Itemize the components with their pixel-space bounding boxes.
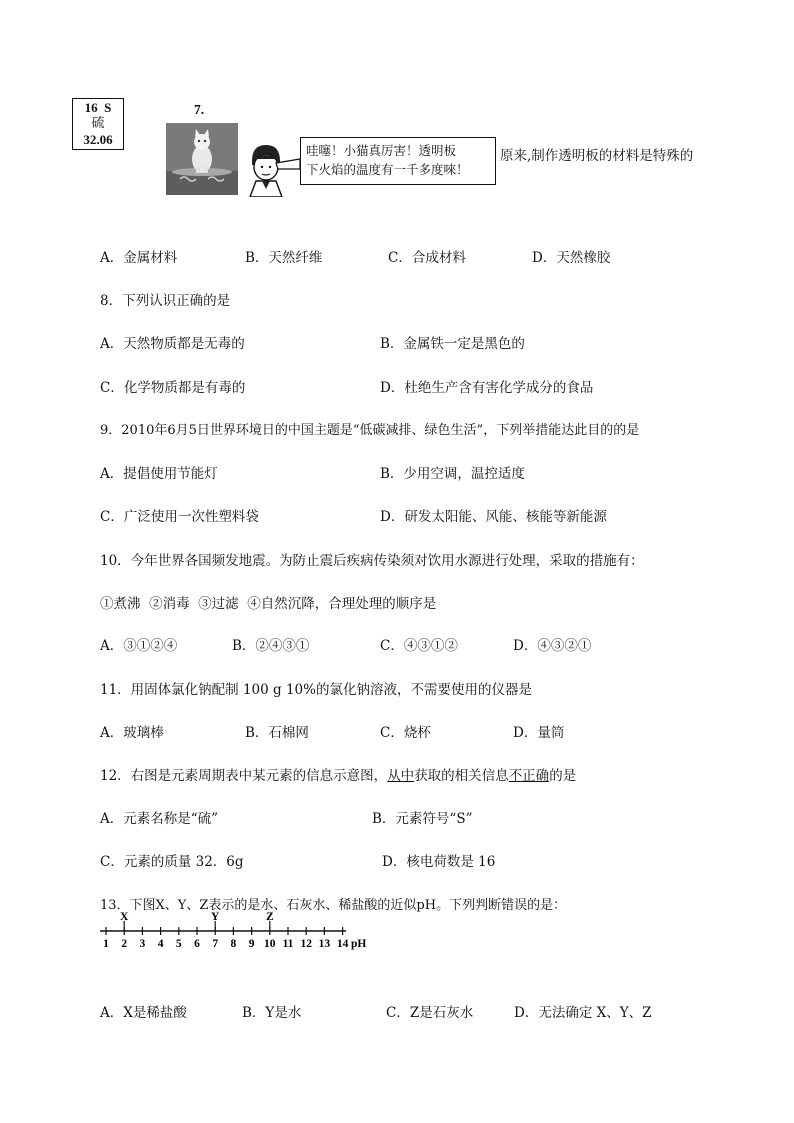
q12-stem-part-c: 的是 <box>549 768 577 784</box>
ph-scale <box>96 910 386 952</box>
q12-stem-part-a: 12．右图是元素周期表中某元素的信息示意图， <box>100 768 388 784</box>
q7-option-b: B．天然纤维 <box>245 250 323 266</box>
ph-tick-label: 1 <box>103 938 109 950</box>
q8-option-a: A．天然物质都是无毒的 <box>100 336 245 352</box>
ph-tick-label: 8 <box>230 938 237 950</box>
q13-option-b: B．Y是水 <box>242 1005 302 1021</box>
ph-tick-label: 3 <box>139 938 146 950</box>
element-mass: 32.06 <box>83 132 113 147</box>
q11-option-d: D．量筒 <box>513 725 565 741</box>
q8-option-c: C．化学物质都是有毒的 <box>100 380 246 396</box>
q10-option-c: C．④③①② <box>380 638 458 654</box>
ph-tick-label: 10 <box>264 938 276 950</box>
q10-stem: 10．今年世界各国频发地震。为防止震后疾病传染须对饮用水源进行处理，采取的措施有： <box>100 553 644 569</box>
q10-option-b: B．②④③① <box>232 638 310 654</box>
ph-tick-label: 5 <box>175 938 182 950</box>
q10-option-d: D．④③②① <box>513 638 592 654</box>
q12-option-d: D．核电荷数是 16 <box>382 854 496 870</box>
q12-stem-underline-1: 从中 <box>387 768 415 784</box>
ph-tick-label: 7 <box>212 938 219 950</box>
speech-line-2: 下火焰的温度有一千多度唻！ <box>306 162 469 177</box>
ph-unit-label: pH <box>351 938 367 950</box>
speech-bubble <box>300 137 496 185</box>
q9-option-c: C．广泛使用一次性塑料袋 <box>100 509 259 525</box>
ph-tick-label: 9 <box>248 938 255 950</box>
ph-tick-label: 14 <box>336 938 349 950</box>
ph-marker-label: Y <box>211 911 220 923</box>
q8-option-b: B．金属铁一定是黑色的 <box>380 336 525 352</box>
q9-stem: 9．2010年6月5日世界环境日的中国主题是“低碳减排、绿色生活”，下列举措能达此目的的是 <box>100 423 640 438</box>
q11-option-a: A．玻璃棒 <box>100 725 164 741</box>
boy-cartoon-icon <box>246 141 304 197</box>
element-name: 硫 <box>91 116 105 131</box>
q13-option-c: C．Z是石灰水 <box>386 1005 474 1021</box>
q7-stem: 原来,制作透明板的材料是特殊的 <box>500 148 694 164</box>
q7-option-a: A．金属材料 <box>100 250 178 266</box>
q12-stem-part-b: 获取的相关信息 <box>414 768 509 784</box>
q13-option-d: D．无法确定 X、Y、Z <box>514 1005 652 1021</box>
ph-marker-label: X <box>120 911 129 923</box>
ph-tick-label: 13 <box>318 938 331 950</box>
q9-option-d: D．研发太阳能、风能、核能等新能源 <box>380 509 607 525</box>
q9-option-b: B．少用空调，温控适度 <box>380 466 525 482</box>
element-number-symbol: 16 S <box>84 100 112 115</box>
q12-stem-underline-2: 不正确 <box>508 768 550 784</box>
q10-steps: ①煮沸 ②消毒 ③过滤 ④自然沉降，合理处理的顺序是 <box>100 596 437 612</box>
q12-option-c: C．元素的质量 32．6g <box>100 854 244 870</box>
q7-number: 7. <box>194 102 205 117</box>
q11-option-b: B．石棉网 <box>245 725 309 741</box>
cat-photo <box>166 123 238 195</box>
q12-option-a: A．元素名称是“硫” <box>100 811 219 827</box>
q11-stem: 11．用固体氯化钠配制 100 g 10%的氯化钠溶液，不需要使用的仪器是 <box>100 682 532 698</box>
ph-tick-label: 11 <box>282 938 294 950</box>
ph-tick-label: 12 <box>300 938 312 950</box>
q7-option-d: D．天然橡胶 <box>532 250 611 266</box>
ph-tick-label: 6 <box>194 938 200 950</box>
q12-option-b: B．元素符号“S” <box>372 811 473 827</box>
q8-stem: 8．下列认识正确的是 <box>100 293 231 309</box>
q7-option-c: C．合成材料 <box>388 250 466 266</box>
q13-stem: 13．下图X、Y、Z表示的是水、石灰水、稀盐酸的近似pH。下列判断错误的是： <box>100 898 567 913</box>
q10-option-a: A．③①②④ <box>100 638 178 654</box>
ph-tick-label: 2 <box>121 938 128 950</box>
element-card <box>72 98 124 150</box>
ph-marker-label: Z <box>265 911 274 923</box>
speech-line-1: 哇噻！小猫真厉害！透明板 <box>306 143 457 158</box>
q9-option-a: A．提倡使用节能灯 <box>100 466 218 482</box>
q13-option-a: A．X是稀盐酸 <box>100 1005 187 1021</box>
ph-tick-label: 4 <box>157 938 164 950</box>
q8-option-d: D．杜绝生产含有害化学成分的食品 <box>380 380 594 396</box>
cat-image-icon <box>166 123 238 195</box>
q11-option-c: C．烧杯 <box>380 725 431 741</box>
q12-stem <box>100 767 576 785</box>
